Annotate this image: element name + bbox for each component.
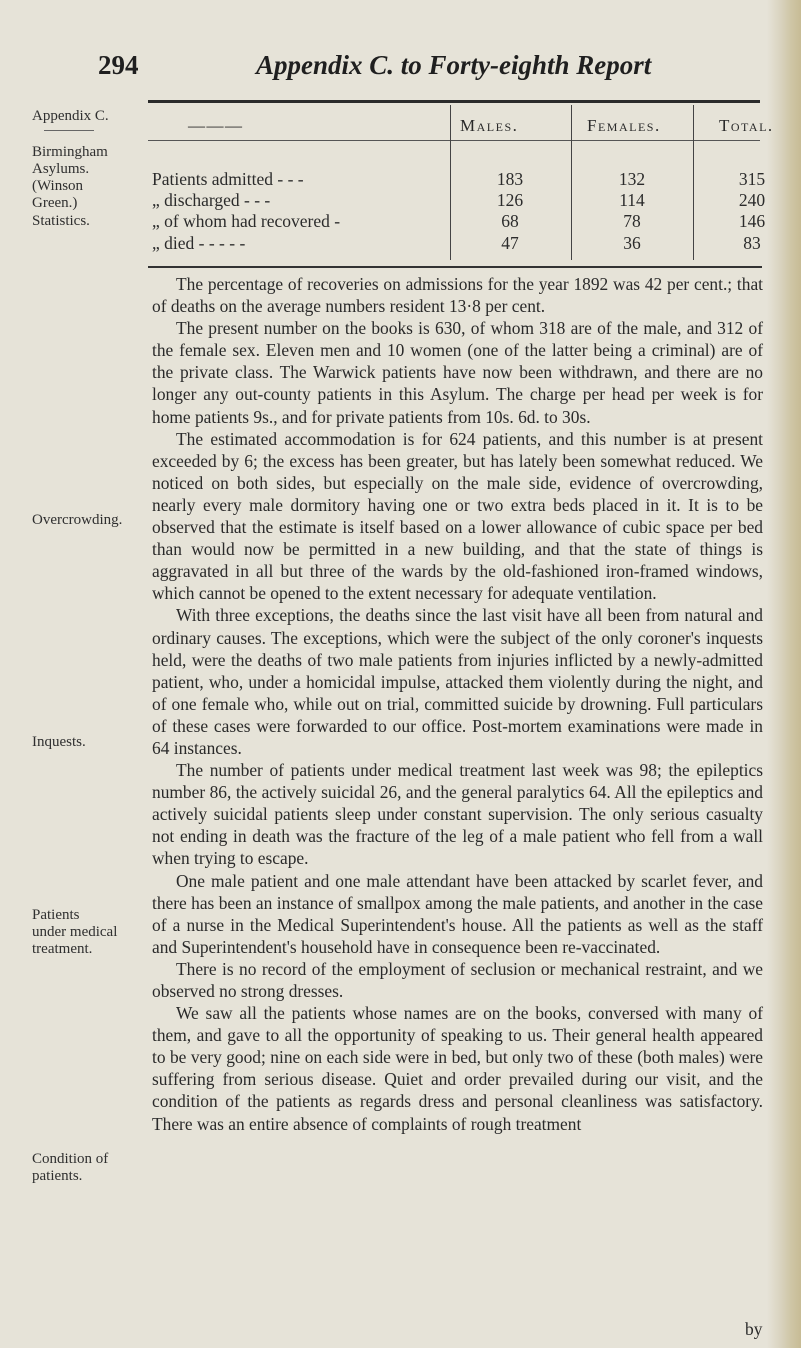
row-label: „ died - - - - -	[152, 233, 246, 253]
cell-total: 240	[738, 190, 766, 210]
column-divider	[571, 105, 572, 260]
cell-males: 68	[501, 211, 519, 231]
cell-total: 315	[738, 169, 766, 189]
margin-rule	[44, 130, 94, 131]
paragraph-overcrowding: The estimated accommodation is for 624 patients, and this number is at present exceeded by 6; the excess has been greater, but has lately been somewhat reduced. We noticed on both sides, but especially on the male side, evidence of overcrowding, nearly every male dormitory having one or two extra beds placed in it. It is to be observed that the estimate is itself based on a lower allowance of cubic space per bed than would now be permitted in a new building, and that the state of things is aggravated in all but three of the wards by the old-fashioned iron-framed windows, which cannot be opened to the extent necessary for adequate ventilation.	[152, 428, 763, 604]
catchword: by	[745, 1319, 763, 1339]
paragraph-restraint: There is no record of the employment of seclusion or mechanical restraint, and we observed no strong dresses.	[152, 958, 763, 1001]
row-label: Patients admitted - - -	[152, 169, 304, 189]
paragraph-medical-treatment: The number of patients under medical treatment last week was 98; the epileptics number 86, the actively suicidal 26, and the general paralytics 64. All the epileptics and actively suicidal patients sleep under constant supervision. The only serious casualty not ending in death was the fracture of the leg of a male patient who fell from a wall when trying to escape.	[152, 760, 763, 869]
margin-note-statistics: Statistics.	[32, 213, 90, 229]
cell-males: 183	[496, 169, 524, 189]
running-title: Appendix C. to Forty-eighth Report	[256, 50, 652, 80]
paragraph-infection: One male patient and one male attendant have been attacked by scarlet fever, and there has been an instance of smallpox among the male patients, and another in the case of a nurse in the Medical Superintendent's house. All the patients as well as the staff and Superintendent's household have in consequence been re-vaccinated.	[152, 870, 763, 957]
paragraph-present-number: The present number on the books is 630, of whom 318 are of the male, and 312 of the female sex. Eleven men and 10 women (one of the latter being a criminal) are of the private class. The Warwick patients have now been withdrawn, and there are no longer any out-county patients in this Asylum. The charge per head per week is for home patients 9s., and for private patients from 10s. 6d. to 30s.	[152, 318, 763, 427]
table-header-rule	[148, 140, 760, 141]
margin-note-overcrowding: Overcrowding.	[32, 512, 123, 528]
margin-note-appendix: Appendix C.	[32, 108, 109, 124]
cell-total: 146	[738, 211, 766, 231]
paragraph-percentages: The percentage of recoveries on admissions for the year 1892 was 42 per cent.; that of deaths on the average numbers resident 13·8 per cent.	[152, 274, 763, 317]
cell-males: 126	[496, 190, 524, 210]
row-label: „ discharged - - -	[152, 190, 271, 210]
column-divider	[450, 105, 451, 260]
cell-females: 78	[623, 211, 641, 231]
row-label: „ of whom had recovered -	[152, 211, 341, 231]
page-number: 294	[98, 50, 139, 80]
column-header-males: Males.	[460, 116, 519, 135]
cell-females: 114	[619, 190, 645, 210]
page-header	[98, 50, 798, 90]
cell-females: 36	[623, 233, 641, 253]
cell-females: 132	[618, 169, 646, 189]
margin-note-patients-treatment: Patients under medical treatment.	[32, 907, 118, 957]
column-header-females: Females.	[587, 116, 661, 135]
margin-note-condition: Condition of patients.	[32, 1151, 109, 1184]
margin-note-section: Birmingham Asylums. (Winson Green.)	[32, 144, 108, 211]
margin-note-inquests: Inquests.	[32, 734, 86, 750]
column-header-blank: ———	[188, 116, 244, 135]
table-top-rule	[148, 100, 760, 103]
column-header-total: Total.	[719, 116, 774, 135]
paragraph-inquests: With three exceptions, the deaths since the last visit have all been from natural and ordinary causes. The exceptions, which were the subject of the only coroner's inquests held, were the deaths of two male patients from injuries inflicted by a newly-admitted patient, who, under a homicidal impulse, attacked them violently during the night, and of one female who, while out on trial, committed suicide by drowning. Full particulars of these cases were forwarded to our office. Post-mortem examinations were made in 64 instances.	[152, 605, 763, 758]
cell-total: 83	[743, 233, 761, 253]
cell-males: 47	[501, 233, 519, 253]
column-divider	[693, 105, 694, 260]
table-bottom-rule	[148, 266, 762, 268]
paragraph-condition: We saw all the patients whose names are on the books, conversed with many of them, and gave to all the opportunity of speaking to us. Their general health appeared to be very good; nine on each side were in bed, but only two of these (both males) were suffering from serious disease. Quiet and order prevailed during our visit, and the condition of the patients as regards dress and personal cleanliness was satisfactory. There was an entire absence of complaints of rough treatment	[152, 1003, 763, 1134]
body-text	[152, 273, 763, 1135]
